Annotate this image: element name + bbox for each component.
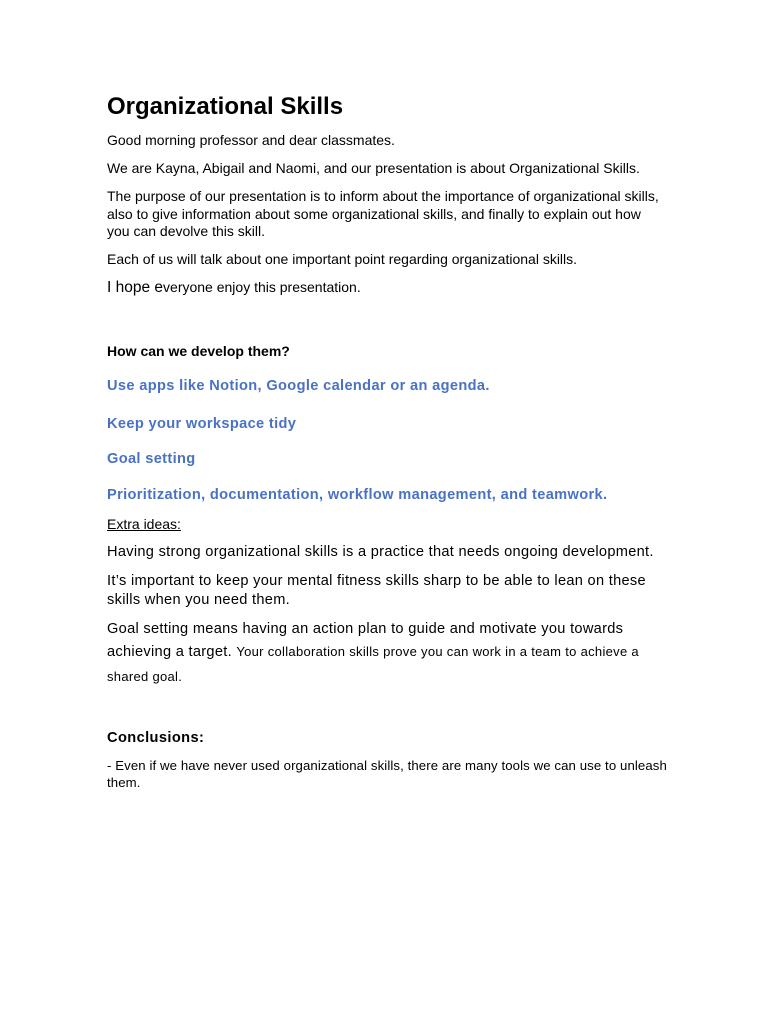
extra-paragraph-3 [107, 620, 667, 689]
extra-paragraph-1: Having strong organizational skills is a practice that needs ongoing development. [107, 543, 654, 560]
develop-item-apps: Use apps like Notion, Google calendar or an agenda. [107, 377, 490, 394]
develop-heading: How can we develop them? [107, 342, 290, 359]
purpose-paragraph: The purpose of our presentation is to inform about the importance of organizational skills, also to give information about some organizational skills, and finally to explain out how you can devolve this skill. [107, 188, 659, 239]
document-title: Organizational Skills [107, 93, 344, 120]
hope-end-text: veryone enjoy this presentation. [163, 279, 361, 295]
hope-start-text: I hope e [107, 279, 164, 296]
develop-item-goal-setting: Goal setting [107, 450, 196, 467]
hope-paragraph [107, 279, 667, 297]
presenters-paragraph: We are Kayna, Abigail and Naomi, and our presentation is about Organizational Skills. [107, 160, 640, 176]
conclusions-text: - Even if we have never used organizational skills, there are many tools we can use to unleash them. [107, 757, 667, 790]
conclusions-heading: Conclusions: [107, 729, 205, 746]
extra-ideas-label: Extra ideas: [107, 515, 181, 532]
develop-item-prioritization: Prioritization, documentation, workflow management, and teamwork. [107, 486, 608, 503]
greeting-paragraph: Good morning professor and dear classmates. [107, 132, 395, 148]
document-page [107, 92, 667, 792]
section-spacer-2 [107, 699, 667, 729]
extra-paragraph-3-small: Your collaboration skills prove you can work in a team to achieve a shared goal. [107, 643, 639, 684]
develop-item-workspace: Keep your workspace tidy [107, 415, 297, 432]
extra-paragraph-2: It’s important to keep your mental fitness skills sharp to be able to lean on these skills when you need them. [107, 572, 646, 608]
each-paragraph: Each of us will talk about one important point regarding organizational skills. [107, 251, 578, 267]
extra-paragraph-3-main: Goal setting means having an action plan to guide and motivate you towards achieving a target. [107, 620, 624, 660]
section-spacer [107, 307, 667, 343]
